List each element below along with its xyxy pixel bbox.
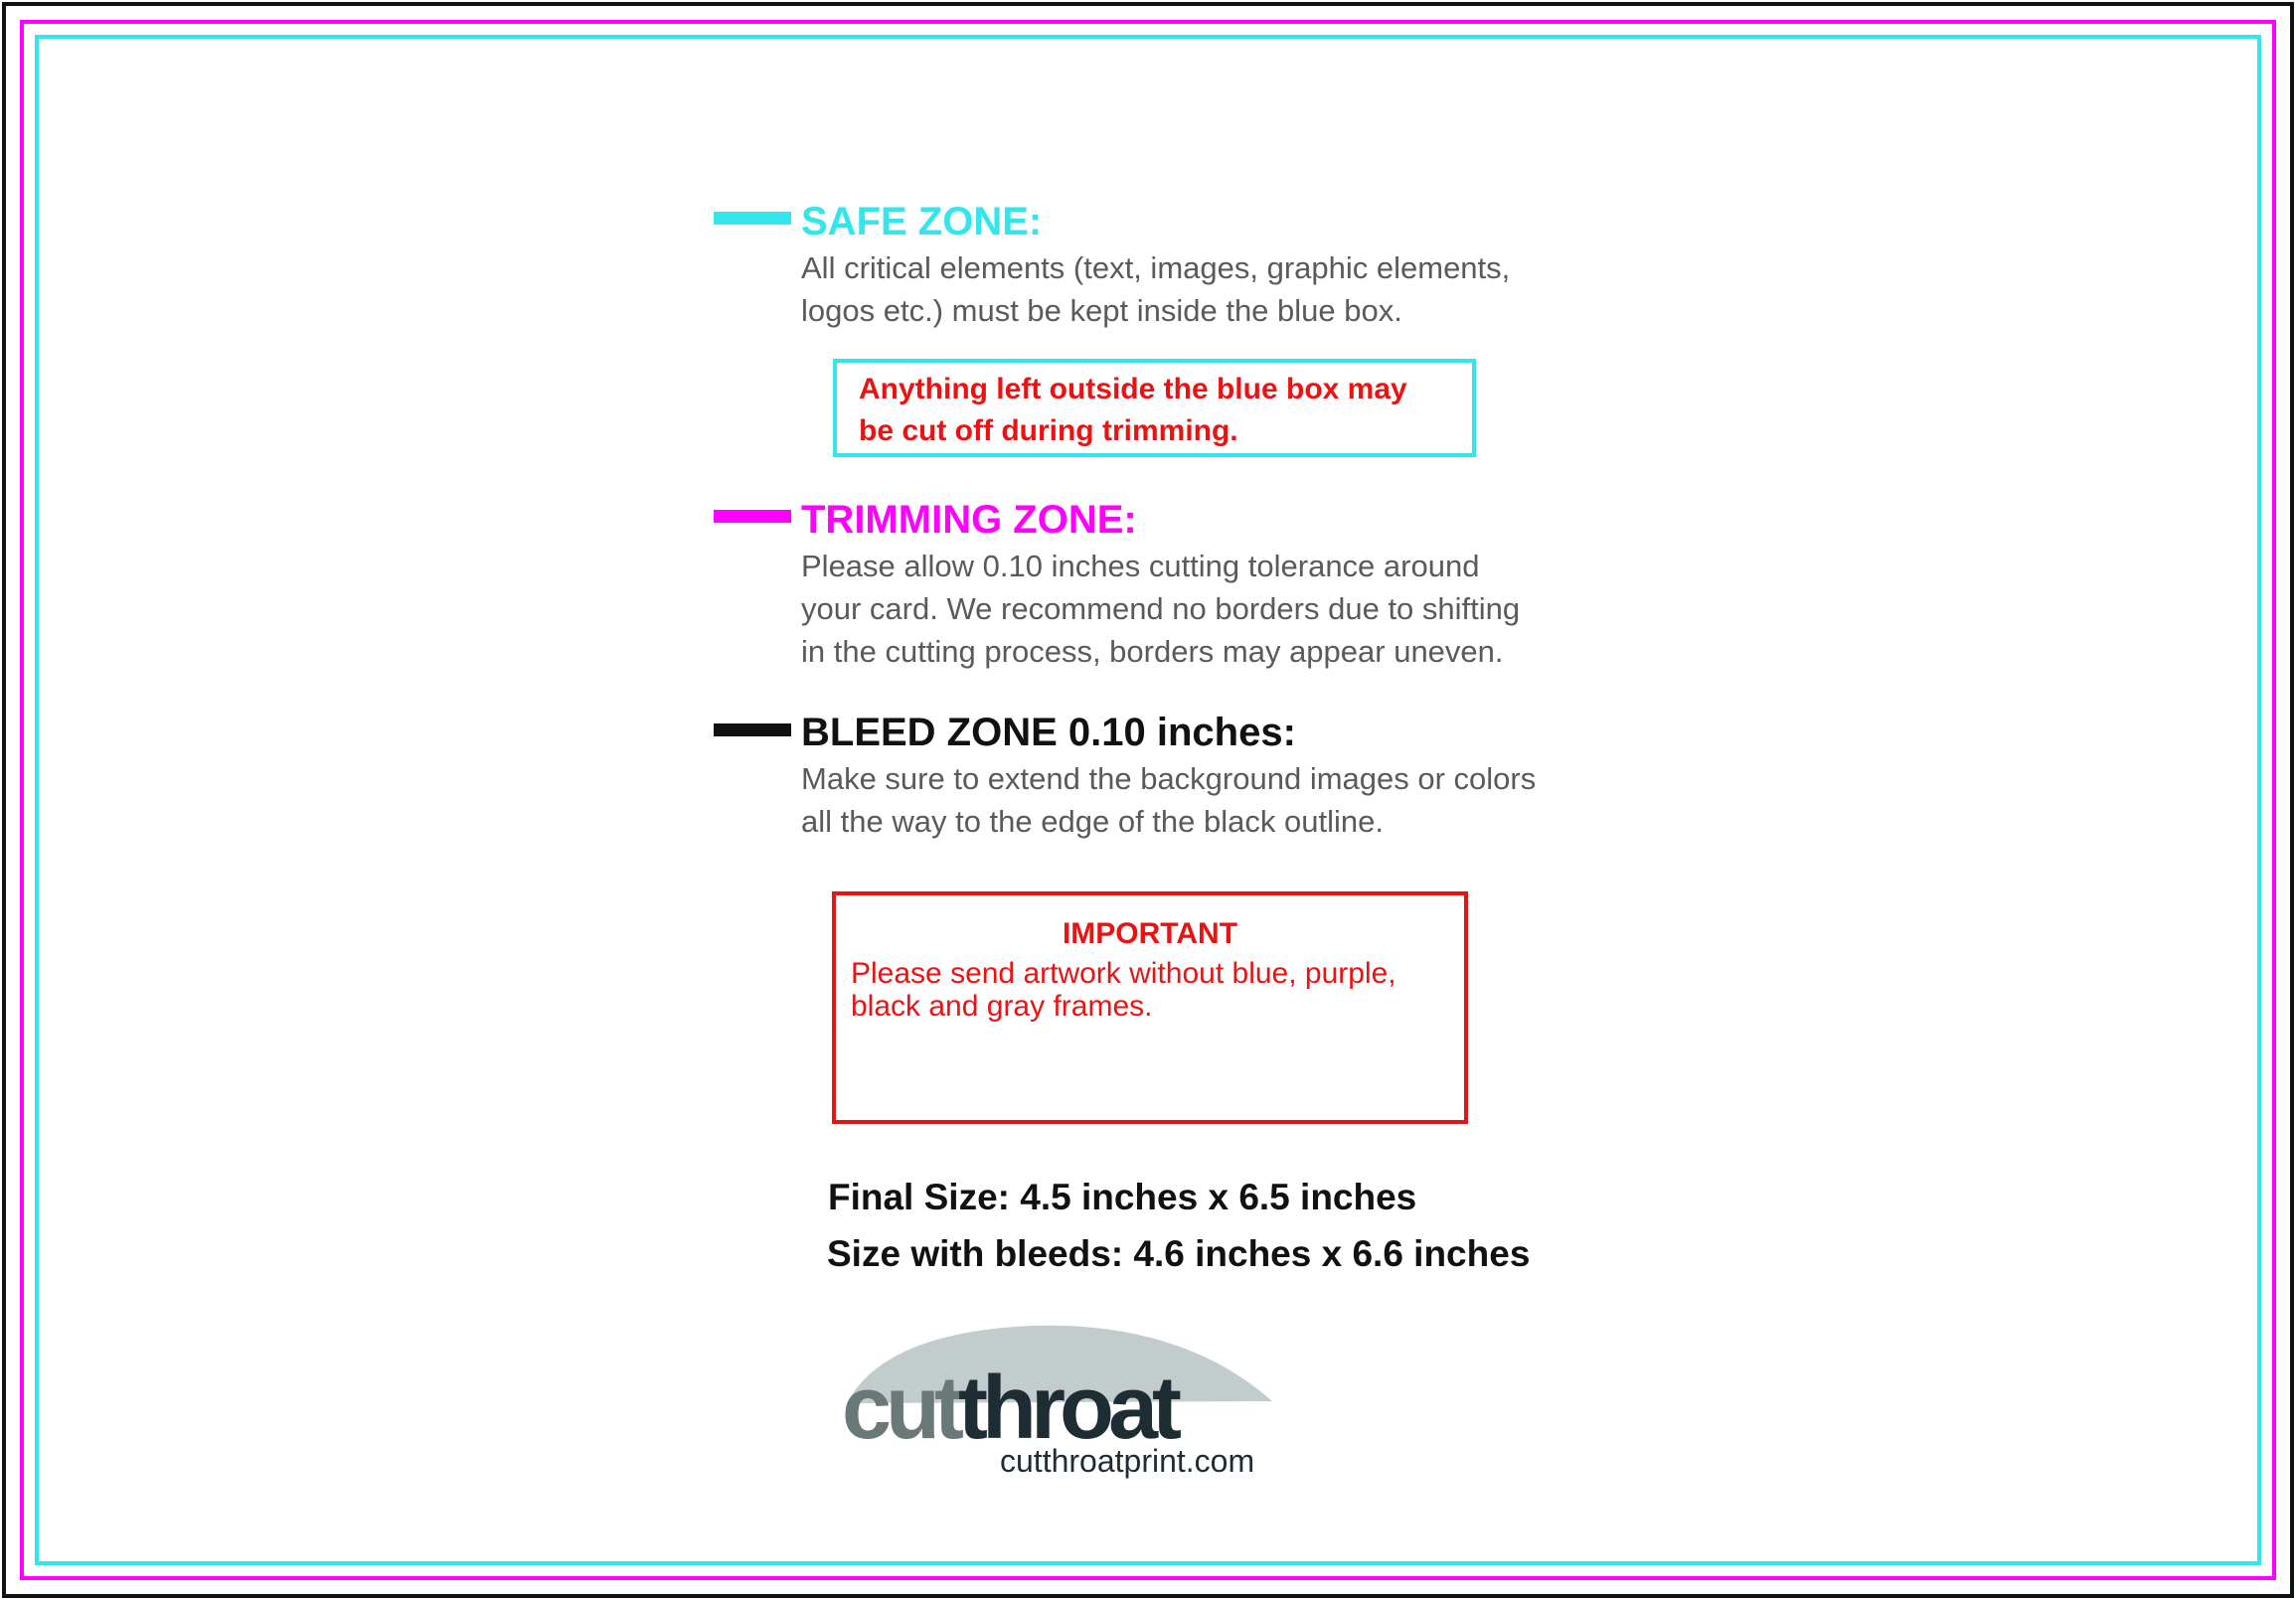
safe-zone-line-2: logos etc.) must be kept inside the blue box. xyxy=(801,293,1402,328)
bleed-size-label: Size with bleeds: 4.6 inches x 6.6 inches xyxy=(827,1233,1531,1274)
bleed-zone-description xyxy=(801,757,1536,843)
important-title: IMPORTANT xyxy=(1062,917,1238,950)
final-size-label: Final Size: 4.5 inches x 6.5 inches xyxy=(828,1177,1417,1217)
important-description xyxy=(851,957,1464,1023)
bleed-zone-line-1: Make sure to extend the background images or colors xyxy=(801,761,1537,796)
important-line-2: black and gray frames. xyxy=(851,990,1153,1023)
logo-word-cut: cut xyxy=(842,1359,958,1458)
bleed-zone-title: BLEED ZONE 0.10 inches: xyxy=(801,711,1296,754)
safe-zone-swatch xyxy=(714,212,791,225)
safe-zone-title: SAFE ZONE: xyxy=(801,200,1043,243)
safe-zone-line-1: All critical elements (text, images, graphic elements, xyxy=(801,250,1511,285)
trim-warning-line-1: Anything left outside the blue box may xyxy=(859,373,1407,405)
trimming-zone-swatch xyxy=(714,510,791,523)
trimming-zone-line-2: your card. We recommend no borders due to shifting xyxy=(801,591,1521,626)
trimming-zone-description xyxy=(801,545,1520,673)
logo-word-throat: throat xyxy=(958,1359,1176,1458)
trimming-zone-title: TRIMMING ZONE: xyxy=(801,498,1137,542)
cutthroat-logo-graphic xyxy=(835,1322,1302,1481)
trim-warning-line-2: be cut off during trimming. xyxy=(859,414,1238,447)
cutthroat-logo xyxy=(835,1322,1302,1481)
trimming-zone-line-1: Please allow 0.10 inches cutting tolerance around xyxy=(801,549,1480,583)
important-line-1: Please send artwork without blue, purple, xyxy=(851,957,1396,990)
bleed-zone-line-2: all the way to the edge of the black outline. xyxy=(801,804,1384,839)
trimming-zone-line-3: in the cutting process, borders may appear uneven. xyxy=(801,634,1504,669)
important-box xyxy=(832,891,1468,1124)
bleed-zone-swatch xyxy=(714,723,791,736)
logo-url: cutthroatprint.com xyxy=(1000,1443,1255,1479)
trim-warning-box xyxy=(833,359,1476,457)
safe-zone-description xyxy=(801,246,1510,332)
